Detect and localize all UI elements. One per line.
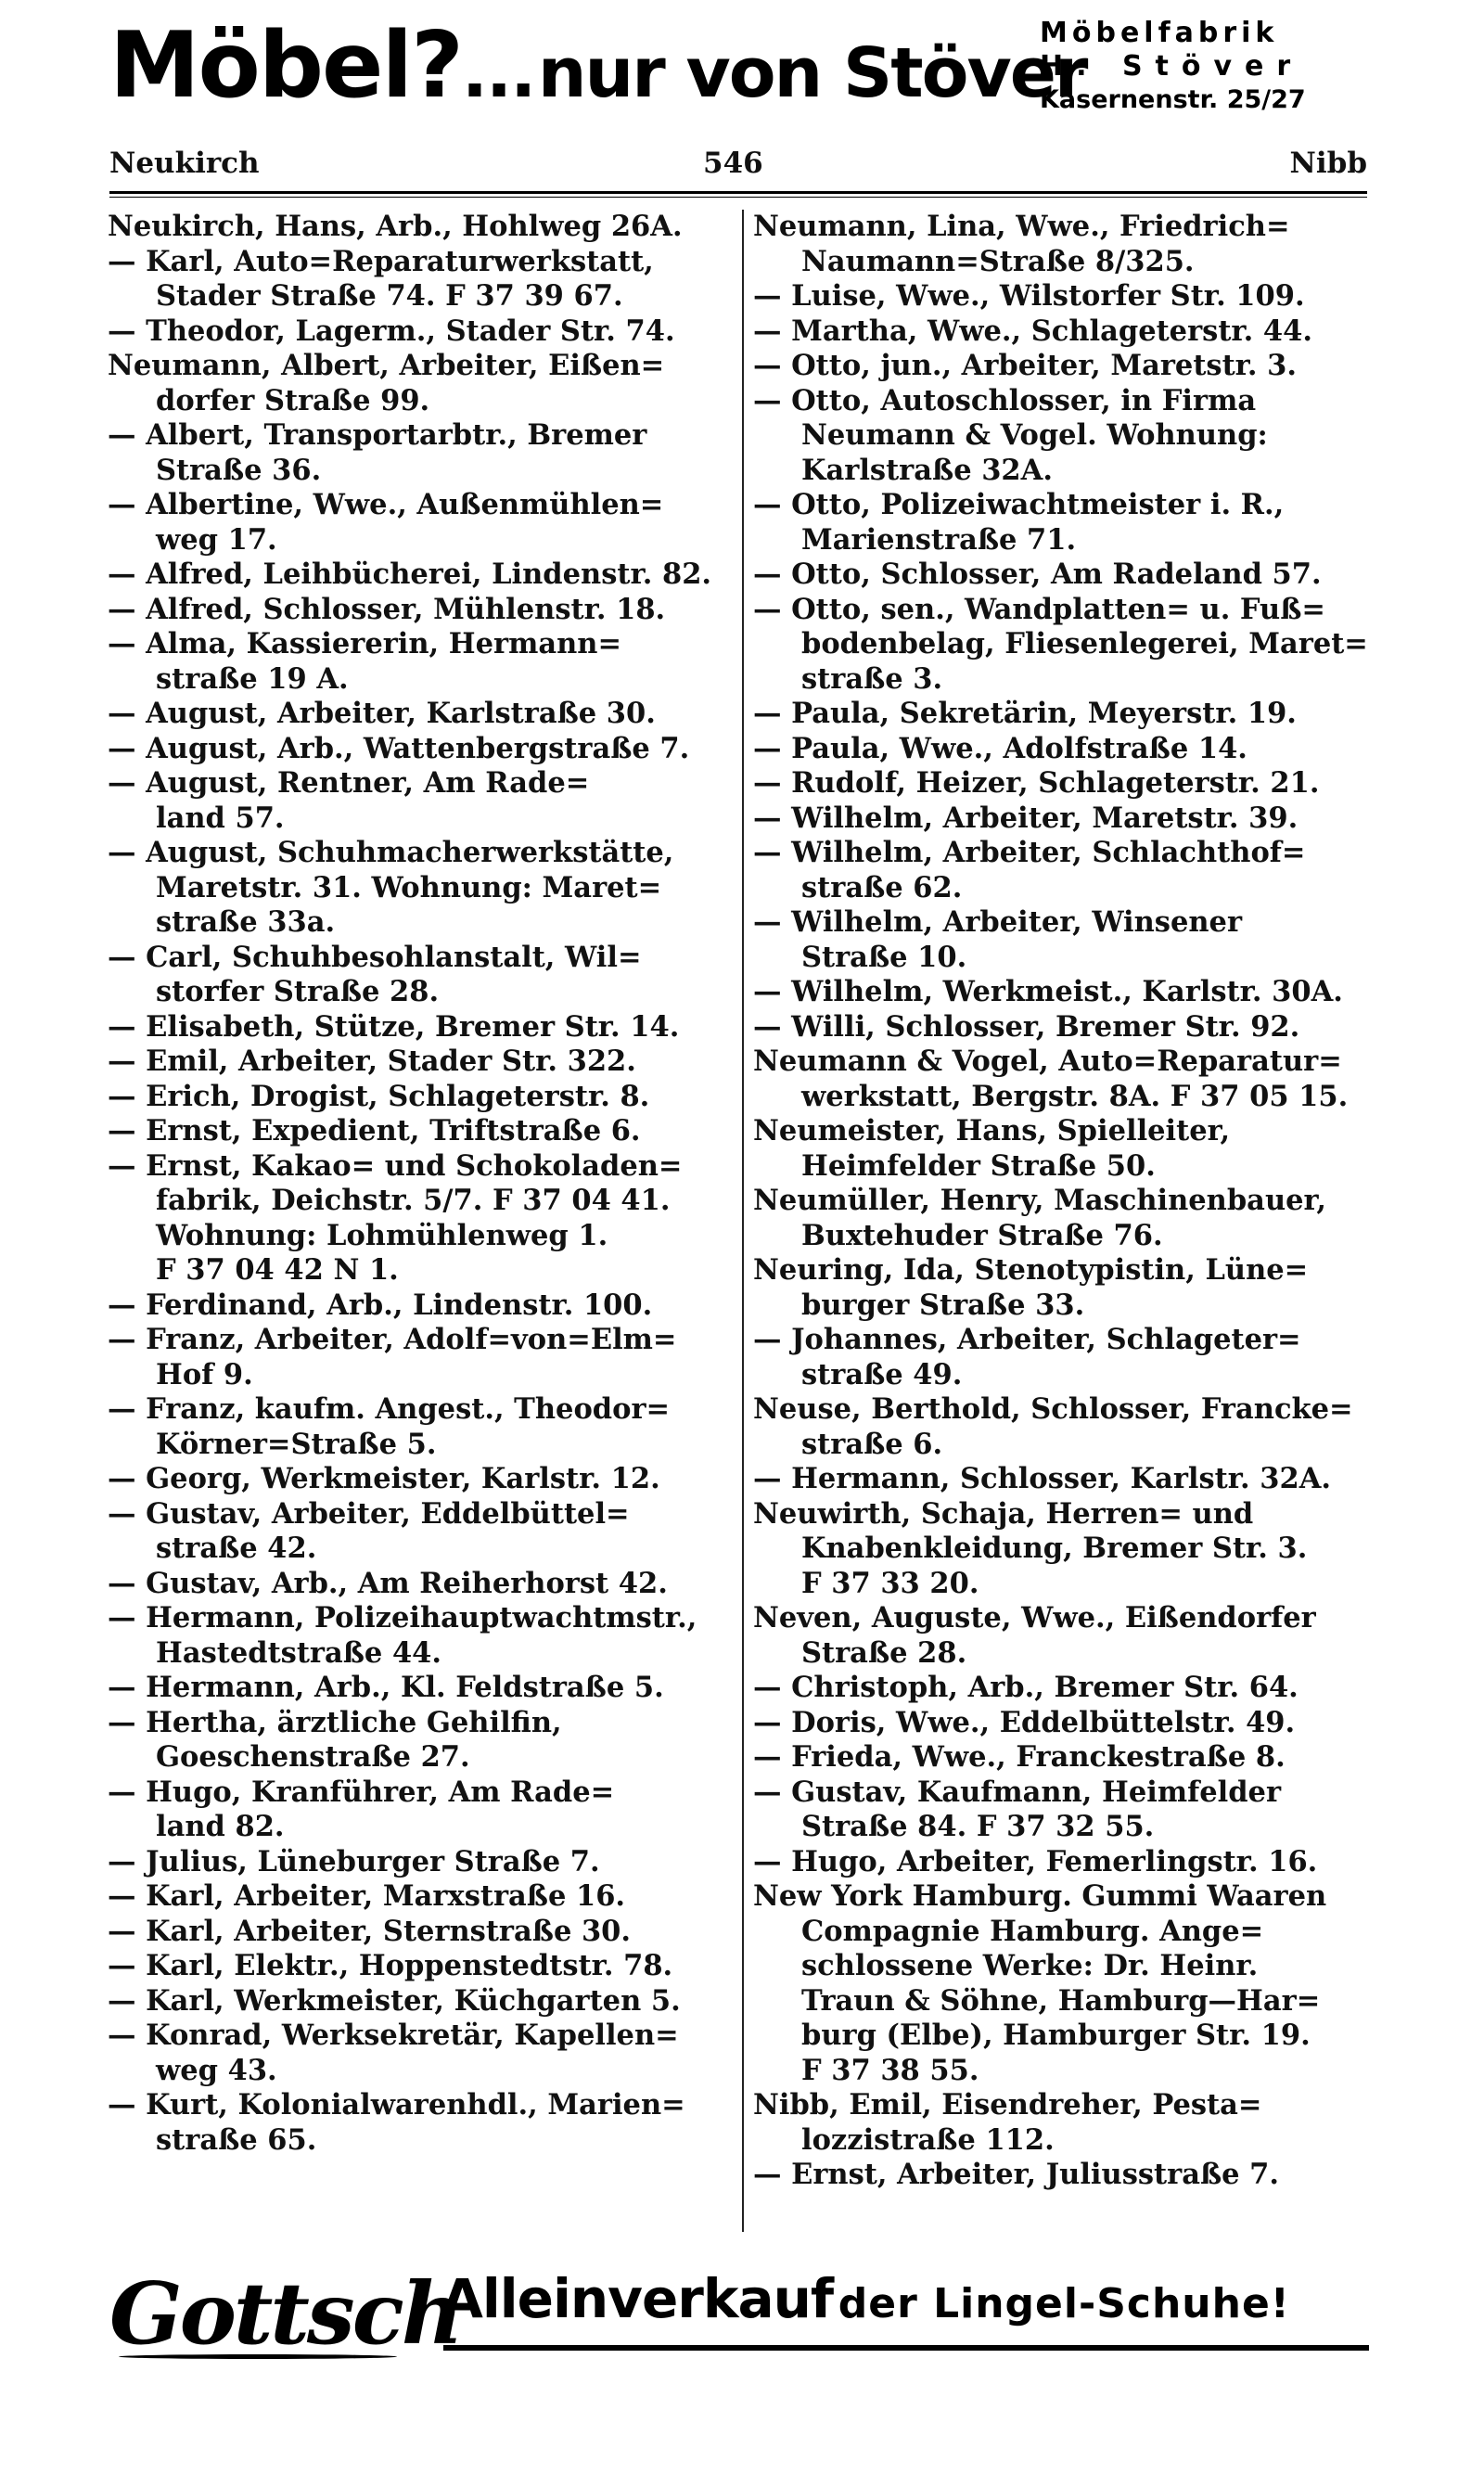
directory-entry-line: — Otto, Schlosser, Am Radeland 57. [753,558,1322,591]
top-ad-rest: nur von Stöver [537,33,1087,113]
entry-continuation-line: F 37 38 55. [801,2053,979,2087]
entry-continuation-line: land 57. [156,801,285,835]
top-ad-side-block [1040,17,1355,117]
directory-entry-line: — Kurt, Kolonialwarenhdl., Marien= [108,2088,685,2121]
entry-continuation-line: Buxtehuder Straße 76. [801,1218,1163,1252]
entry-continuation-line: straße 49. [801,1357,963,1391]
directory-entry-line: — Hermann, Schlosser, Karlstr. 32A. [753,1462,1331,1495]
directory-entry-line: — Hertha, ärztliche Gehilfin, [108,1705,562,1739]
header-right-keyword: Nibb [1289,147,1367,180]
entry-continuation-line: straße 19 A. [156,661,349,696]
directory-entry-line: — Konrad, Werksekretär, Kapellen= [108,2019,679,2052]
directory-entry-line: Neumann, Albert, Arbeiter, Eißen= [108,349,665,382]
entry-continuation-line: Karlstraße 32A. [801,453,1053,487]
directory-entry-line: — Franz, Arbeiter, Adolf=von=Elm= [108,1323,677,1356]
entry-continuation-line: straße 62. [801,870,963,904]
directory-entry-line: — Willi, Schlosser, Bremer Str. 92. [753,1009,1300,1044]
directory-entry-line: — Elisabeth, Stütze, Bremer Str. 14. [108,1009,680,1044]
bottom-ad-logo-swash [119,2354,397,2359]
entry-continuation-line: F 37 04 42 N 1. [156,1253,399,1287]
entry-continuation-line: Straße 36. [156,453,322,487]
entry-continuation-line: storfer Straße 28. [156,975,440,1008]
entry-continuation-line: werkstatt, Bergstr. 8A. F 37 05 15. [801,1079,1349,1113]
directory-entry-line: — Otto, sen., Wandplatten= u. Fuß= [753,592,1325,626]
bottom-advertisement [0,2245,1484,2384]
directory-entry-line: — Johannes, Arbeiter, Schlageter= [753,1323,1301,1356]
top-ad-word: Möbel [109,13,412,119]
entry-continuation-line: weg 43. [156,2053,277,2087]
directory-entry-line: Nibb, Emil, Eisendreher, Pesta= [753,2088,1262,2121]
entry-continuation-line: Knabenkleidung, Bremer Str. 3. [801,1532,1308,1565]
directory-entry-line: — Ernst, Arbeiter, Juliusstraße 7. [753,2158,1279,2191]
directory-entry-line: — Frieda, Wwe., Franckestraße 8. [753,1740,1286,1774]
entry-continuation-line: Hof 9. [156,1357,253,1391]
directory-entry-line: — Gustav, Kaufmann, Heimfelder [753,1775,1282,1809]
right-column [753,210,1369,2237]
directory-entry-line: — Hermann, Polizeihauptwachtmstr., [108,1601,697,1634]
directory-entry-line: Neumeister, Hans, Spielleiter, [753,1114,1231,1147]
directory-entry-line: — Hugo, Arbeiter, Femerlingstr. 16. [753,1844,1318,1878]
entry-continuation-line: Wohnung: Lohmühlenweg 1. [156,1218,608,1252]
directory-entry-line: Neuring, Ida, Stenotypistin, Lüne= [753,1253,1309,1287]
directory-entry-line: Neukirch, Hans, Arb., Hohlweg 26A. [108,210,683,243]
entry-continuation-line: fabrik, Deichstr. 5/7. F 37 04 41. [156,1184,671,1217]
top-ad-side-line1: Möbelfabrik [1040,17,1279,49]
running-header [109,147,1367,184]
directory-entry-line: — Wilhelm, Werkmeist., Karlstr. 30A. [753,975,1343,1008]
entry-continuation-line: Goeschenstraße 27. [156,1740,470,1774]
entry-continuation-line: straße 42. [156,1532,317,1565]
directory-entry-line: Neven, Auguste, Wwe., Eißendorfer [753,1601,1316,1634]
bottom-ad-main-word: Alleinverkauf [441,2267,834,2330]
entry-continuation-line: Straße 28. [801,1635,967,1670]
left-column [108,210,735,2237]
entry-continuation-line: Maretstr. 31. Wohnung: Maret= [156,870,662,904]
directory-entry-line: — Albert, Transportarbtr., Bremer [108,418,647,452]
directory-entry-line: Neuwirth, Schaja, Herren= und [753,1496,1254,1531]
directory-entry-line: — Hermann, Arb., Kl. Feldstraße 5. [108,1671,664,1704]
directory-entry-line: — Ernst, Expedient, Triftstraße 6. [108,1114,641,1147]
directory-entry-line: — Wilhelm, Arbeiter, Maretstr. 39. [753,801,1298,835]
directory-entry-line: — Wilhelm, Arbeiter, Winsener [753,905,1243,939]
directory-entry-line: Neumüller, Henry, Maschinenbauer, [753,1184,1326,1217]
entry-continuation-line: weg 17. [156,522,277,557]
top-ad-question: ? [411,13,462,119]
entry-continuation-line: F 37 33 20. [801,1566,979,1600]
directory-entry-line: — Gustav, Arb., Am Reiherhorst 42. [108,1566,668,1600]
directory-entry-line: — August, Rentner, Am Rade= [108,766,590,800]
entry-continuation-line: bodenbelag, Fliesenlegerei, Maret= [801,627,1368,660]
directory-entry-line: — August, Schuhmacherwerkstätte, [108,836,674,869]
top-advertisement [0,0,1484,132]
directory-entry-line: — Karl, Arbeiter, Marxstraße 16. [108,1879,626,1913]
directory-entry-line: Neuse, Berthold, Schlosser, Francke= [753,1392,1353,1426]
directory-entry-line: — Wilhelm, Arbeiter, Schlachthof= [753,836,1306,869]
directory-entry-line: — Martha, Wwe., Schlageterstr. 44. [753,314,1312,348]
entry-continuation-line: Straße 10. [801,940,967,974]
entry-continuation-line: Straße 84. F 37 32 55. [801,1810,1155,1843]
entry-continuation-line: burger Straße 33. [801,1288,1085,1322]
directory-entry-line: — Alfred, Schlosser, Mühlenstr. 18. [108,592,666,626]
directory-entry-line: — Gustav, Arbeiter, Eddelbüttel= [108,1496,630,1531]
entry-continuation-line: straße 65. [156,2122,317,2157]
page-number: 546 [703,147,763,180]
directory-entry-line: — Alfred, Leihbücherei, Lindenstr. 82. [108,558,712,591]
directory-entry-line: — Ferdinand, Arb., Lindenstr. 100. [108,1288,653,1322]
directory-entry-line: — Karl, Arbeiter, Sternstraße 30. [108,1914,632,1948]
top-ad-side-line3: Kasernenstr. 25/27 [1040,85,1306,114]
directory-entry-line: — Hugo, Kranführer, Am Rade= [108,1775,615,1809]
directory-entry-line: — Karl, Werkmeister, Küchgarten 5. [108,1983,681,2018]
directory-entry-line: — Otto, jun., Arbeiter, Maretstr. 3. [753,349,1298,382]
entry-continuation-line: lozzistraße 112. [801,2122,1055,2157]
entry-continuation-line: Naumann=Straße 8/325. [801,244,1195,278]
directory-entry-line: — Rudolf, Heizer, Schlageterstr. 21. [753,766,1320,800]
bottom-ad-text [441,2267,1290,2330]
directory-entry-line: — Otto, Polizeiwachtmeister i. R., [753,488,1285,521]
entry-continuation-line: burg (Elbe), Hamburger Str. 19. [801,2019,1311,2052]
entry-continuation-line: Hastedtstraße 44. [156,1635,442,1670]
entry-continuation-line: Heimfelder Straße 50. [801,1148,1156,1183]
entry-continuation-line: Neumann & Vogel. Wohnung: [801,418,1268,452]
directory-entry-line: New York Hamburg. Gummi Waaren [753,1879,1327,1913]
directory-entry-line: — Karl, Auto=Reparaturwerkstatt, [108,244,654,278]
directory-entry-line: — Georg, Werkmeister, Karlstr. 12. [108,1462,660,1495]
directory-entry-line: — Luise, Wwe., Wilstorfer Str. 109. [753,279,1305,313]
directory-entry-line: — Christoph, Arb., Bremer Str. 64. [753,1671,1298,1704]
entry-continuation-line: Körner=Straße 5. [156,1427,437,1461]
entry-continuation-line: Stader Straße 74. F 37 39 67. [156,279,623,313]
header-rule [109,191,1367,198]
entry-continuation-line: straße 6. [801,1427,943,1461]
entry-continuation-line: straße 33a. [156,905,336,939]
directory-entry-line: — August, Arbeiter, Karlstraße 30. [108,697,656,730]
directory-entry-line: — Julius, Lüneburger Straße 7. [108,1844,600,1878]
entry-continuation-line: Marienstraße 71. [801,522,1077,557]
entry-continuation-line: dorfer Straße 99. [156,383,430,417]
directory-entry-line: — Ernst, Kakao= und Schokoladen= [108,1148,683,1183]
entry-continuation-line: Traun & Söhne, Hamburg—Har= [801,1983,1321,2018]
top-ad-dots: ... [461,33,535,113]
entry-continuation-line: schlossene Werke: Dr. Heinr. [801,1949,1259,1982]
bottom-ad-logo: Gottsch [109,2263,461,2364]
header-left-keyword: Neukirch [109,147,260,180]
top-ad-headline [109,13,1086,119]
column-divider [742,210,744,2232]
directory-entry-line: — Emil, Arbeiter, Stader Str. 322. [108,1045,636,1078]
directory-entry-line: — Carl, Schuhbesohlanstalt, Wil= [108,940,642,974]
directory-entry-line: — August, Arb., Wattenbergstraße 7. [108,731,690,765]
bottom-ad-rule [443,2345,1369,2351]
directory-entry-line: — Otto, Autoschlosser, in Firma [753,383,1257,417]
directory-entry-line: — Alma, Kassiererin, Hermann= [108,627,622,660]
directory-entry-line: — Albertine, Wwe., Außenmühlen= [108,488,664,521]
entry-continuation-line: Compagnie Hamburg. Ange= [801,1914,1264,1948]
directory-entry-line: — Theodor, Lagerm., Stader Str. 74. [108,314,675,348]
top-ad-side-line2: H. Stöver [1040,50,1304,83]
directory-entry-line: Neumann & Vogel, Auto=Reparatur= [753,1045,1342,1078]
directory-entry-line: — Paula, Sekretärin, Meyerstr. 19. [753,697,1297,730]
directory-entry-line: Neumann, Lina, Wwe., Friedrich= [753,210,1290,243]
entry-continuation-line: straße 3. [801,661,943,696]
entry-continuation-line: land 82. [156,1810,285,1843]
directory-entry-line: — Paula, Wwe., Adolfstraße 14. [753,731,1247,765]
directory-entry-line: — Doris, Wwe., Eddelbüttelstr. 49. [753,1705,1296,1739]
bottom-ad-rest: der Lingel-Schuhe! [838,2280,1290,2327]
directory-entry-line: — Karl, Elektr., Hoppenstedtstr. 78. [108,1949,673,1982]
directory-entry-line: — Erich, Drogist, Schlageterstr. 8. [108,1079,650,1113]
directory-entry-line: — Franz, kaufm. Angest., Theodor= [108,1392,671,1426]
